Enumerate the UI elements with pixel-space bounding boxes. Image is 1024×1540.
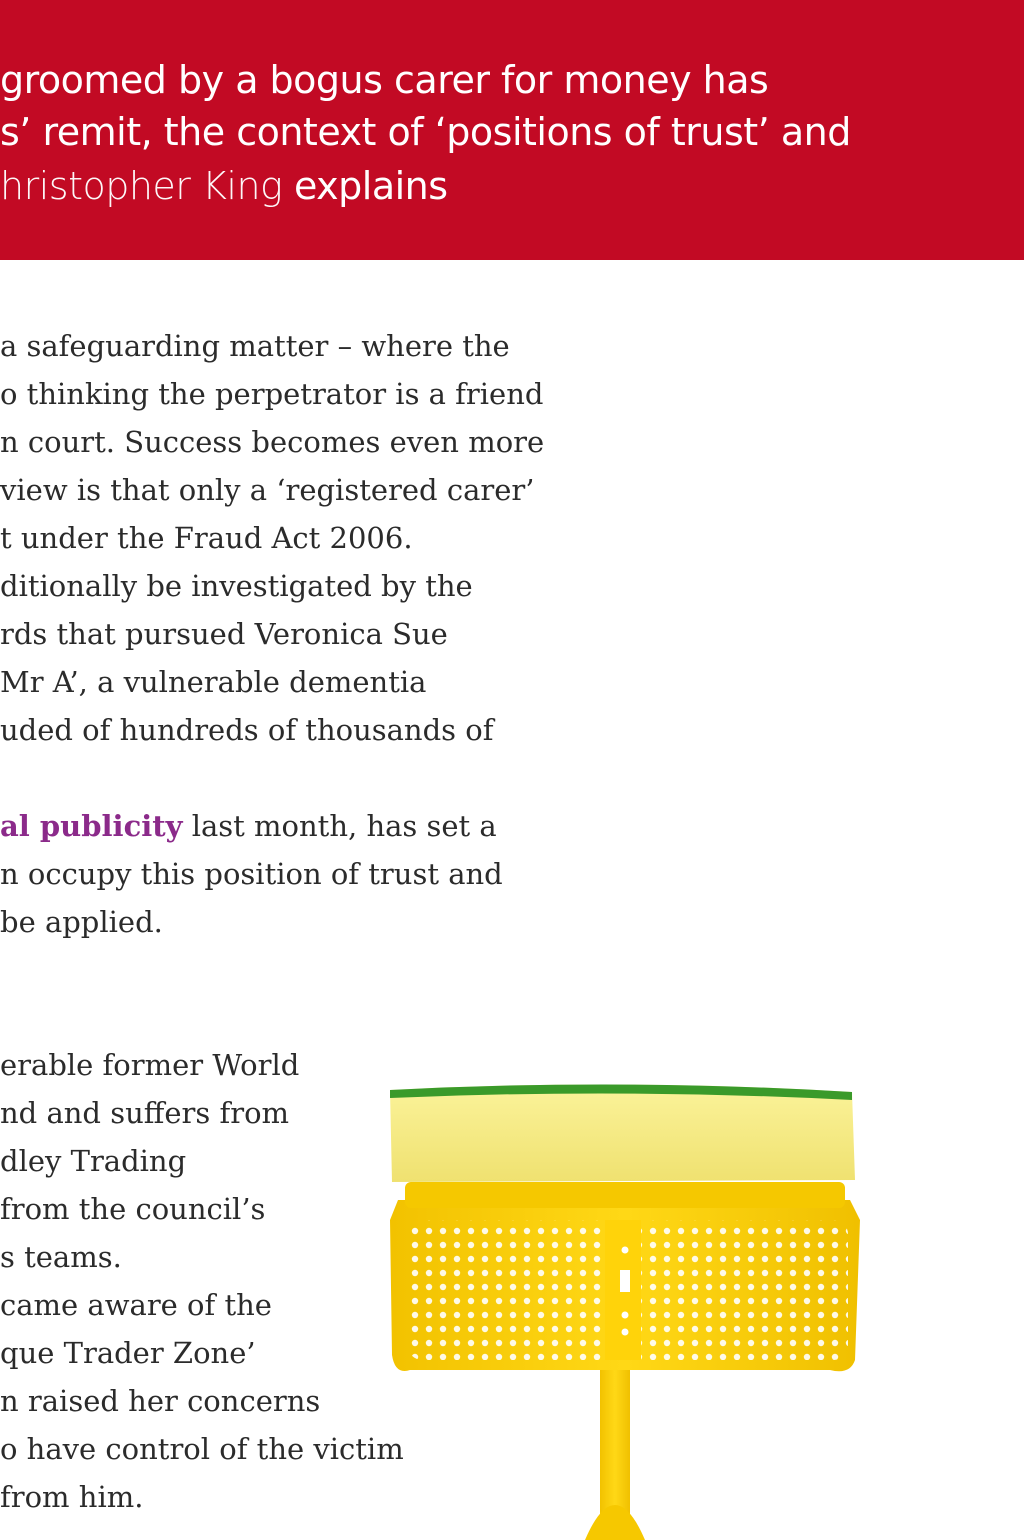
body-line: a safeguarding matter – where the [0, 329, 510, 363]
body-line: from the council’s [0, 1192, 266, 1226]
banner-line-2: s’ remit, the context of ‘positions of trust’ and [0, 110, 851, 154]
body-line: que Trader Zone’ [0, 1336, 256, 1370]
banner-byline [0, 164, 448, 208]
author-name: hristopher King [0, 164, 283, 208]
header-banner [0, 0, 1024, 260]
body-line: o thinking the perpetrator is a friend [0, 377, 544, 411]
body-line: be applied. [0, 905, 163, 939]
body-line: Mr A’, a vulnerable dementia [0, 665, 427, 699]
body-line: came aware of the [0, 1288, 272, 1322]
body-line: n court. Success becomes even more [0, 425, 545, 459]
body-line-with-link [0, 808, 497, 844]
body-line-rest: last month, has set a [182, 809, 497, 843]
body-line: ditionally be investigated by the [0, 569, 473, 603]
body-line: uded of hundreds of thousands of [0, 713, 494, 747]
publicity-link[interactable]: al publicity [0, 809, 183, 843]
sponge-mop-image [380, 1070, 870, 1540]
body-line: o have control of the victim [0, 1432, 404, 1466]
body-line: n raised her concerns [0, 1384, 321, 1418]
body-line: dley Trading [0, 1144, 187, 1178]
body-line: view is that only a ‘registered carer’ [0, 473, 535, 507]
banner-line-1: groomed by a bogus carer for money has [0, 58, 769, 102]
body-line: t under the Fraud Act 2006. [0, 521, 413, 555]
body-line: nd and suffers from [0, 1096, 290, 1130]
body-line: rds that pursued Veronica Sue [0, 617, 448, 651]
body-line: n occupy this position of trust and [0, 857, 503, 891]
sponge [390, 1084, 855, 1182]
body-line: from him. [0, 1480, 144, 1514]
body-line: erable former World [0, 1048, 300, 1082]
body-line: s teams. [0, 1240, 122, 1274]
byline-verb: explains [282, 164, 448, 208]
